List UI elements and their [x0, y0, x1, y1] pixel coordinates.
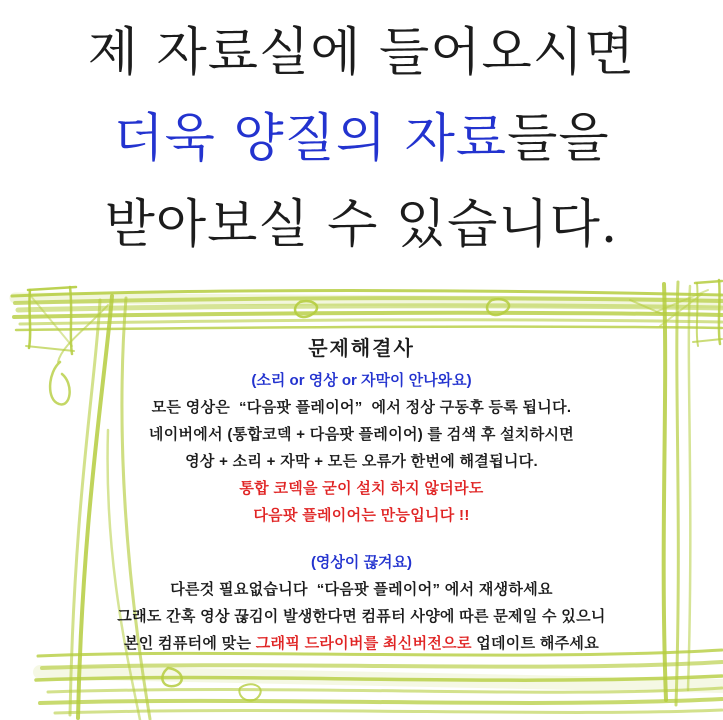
- box-section: [0, 367, 723, 529]
- text-segment: 네이버에서 (통합코덱 + 다음팟 플레이어) 를 검색 후 설치하시면: [148, 426, 575, 443]
- text-segment: 영상 + 소리 + 자막 + 모든 오류가 한번에 해결됩니다.: [185, 453, 538, 470]
- text-segment: 다른것 필요없습니다 “다음팟 플레이어” 에서 재생하세요: [170, 581, 553, 598]
- box-line: [0, 576, 723, 603]
- box-line: [0, 630, 723, 657]
- box-section: [0, 549, 723, 657]
- text-segment: 통합 코덱을 굳이 설치 하지 않더라도: [239, 480, 484, 497]
- header-line: [0, 24, 723, 82]
- box-line: [0, 421, 723, 448]
- text-segment: (소리 or 영상 or 자막이 안나와요): [251, 372, 472, 389]
- header-lines: [0, 24, 723, 254]
- box-line: [0, 603, 723, 630]
- text-segment: 다음팟 플레이어는 만능입니다 !!: [253, 507, 470, 524]
- box-line: [0, 475, 723, 502]
- notice-title: 문제해결사: [308, 338, 415, 360]
- text-segment: 제 자료실에 들어오시면: [87, 23, 636, 83]
- text-segment: 본인 컴퓨터에 맞는: [124, 635, 256, 652]
- text-segment: (영상이 끊겨요): [310, 554, 413, 571]
- notice-box: [0, 337, 723, 657]
- box-line: [0, 502, 723, 529]
- notice-sections: [0, 367, 723, 657]
- text-segment: 모든 영상은 “다음팟 플레이어” 에서 정상 구동후 등록 됩니다.: [151, 399, 572, 416]
- box-line: [0, 448, 723, 475]
- box-line: [0, 394, 723, 421]
- header: [0, 24, 723, 282]
- header-line: [0, 196, 723, 254]
- text-segment: 그래도 간혹 영상 끊김이 발생한다면 컴퓨터 사양에 따른 문제일 수 있으니: [117, 608, 606, 625]
- text-segment: 들을: [507, 109, 610, 169]
- text-segment: 받아보실 수 있습니다.: [104, 195, 619, 255]
- text-segment: 더욱 양질의 자료: [113, 109, 508, 169]
- text-segment: 그래픽 드라이버를 최신버전으로: [255, 635, 472, 652]
- text-segment: 업데이트 해주세요: [471, 635, 599, 652]
- header-line: [0, 110, 723, 168]
- section-heading: [0, 367, 723, 394]
- section-heading: [0, 549, 723, 576]
